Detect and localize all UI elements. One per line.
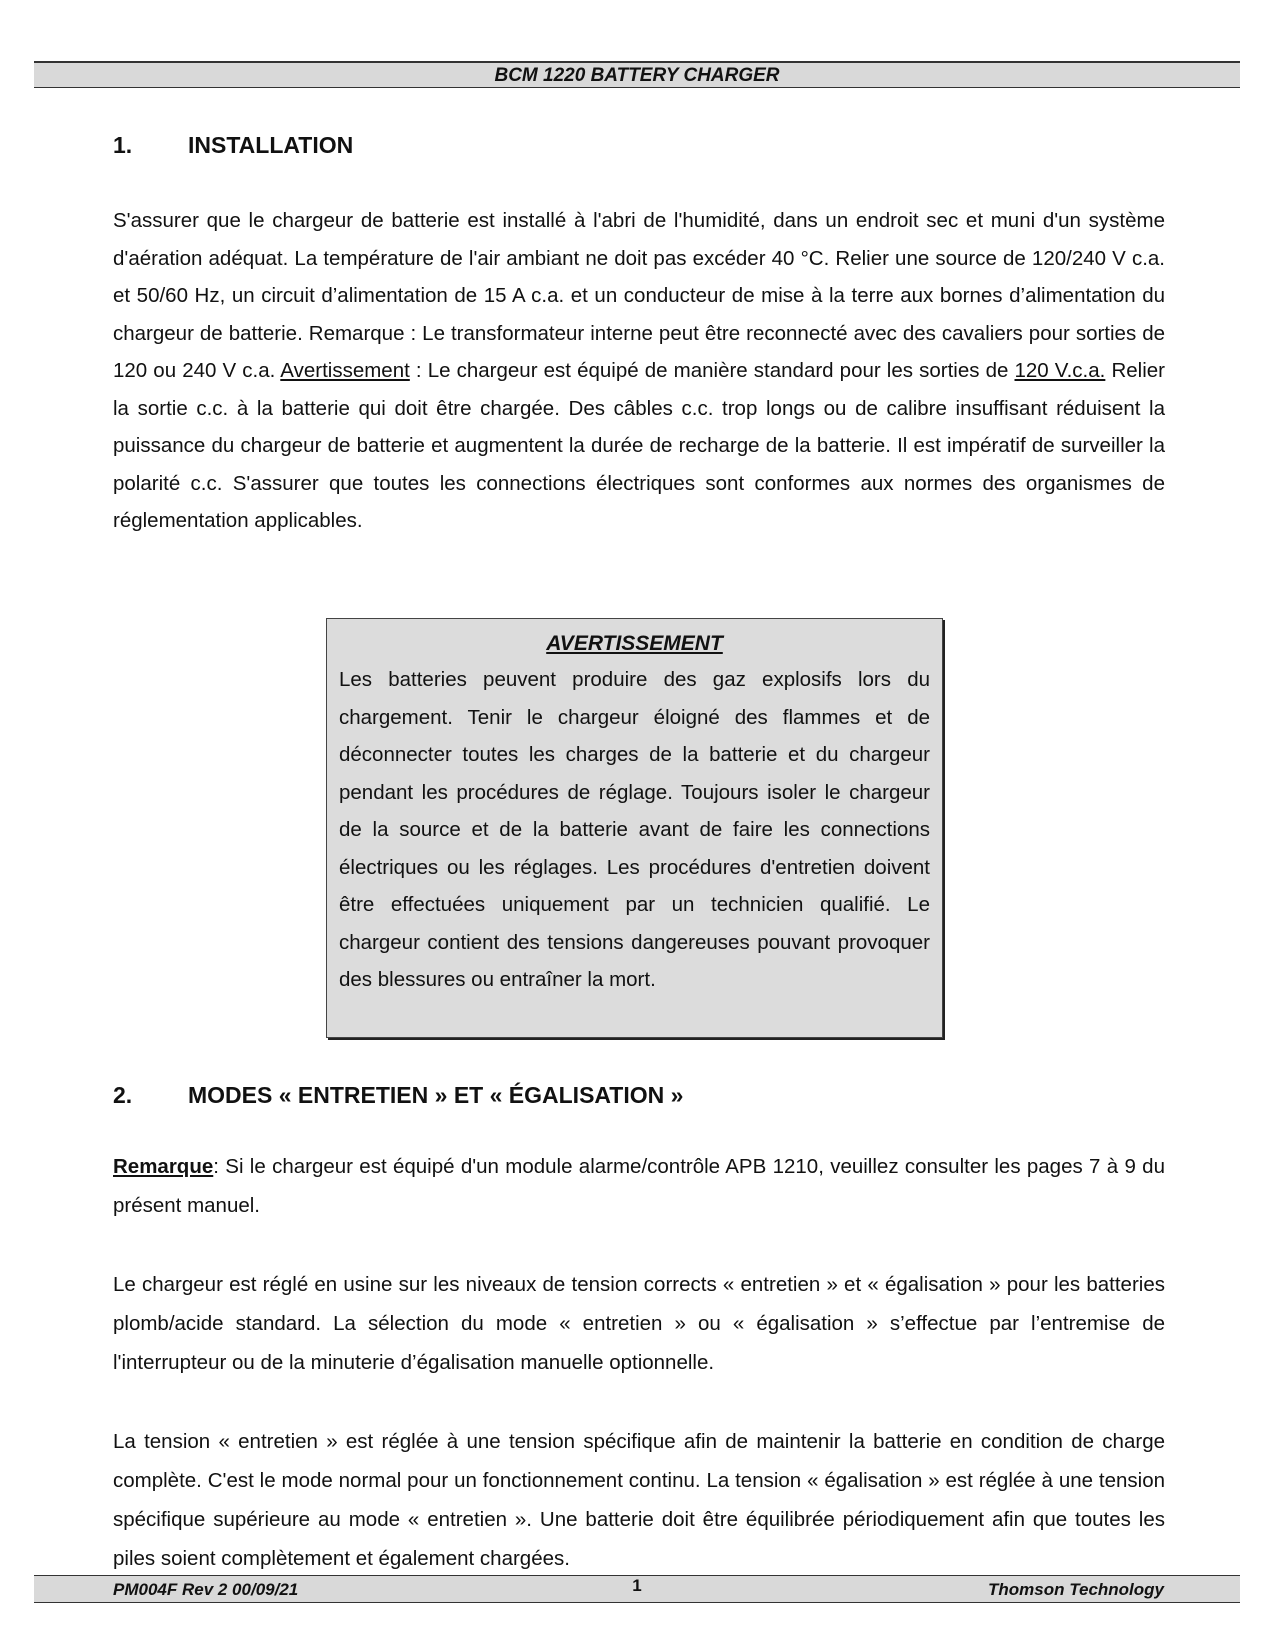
section-2-heading: [113, 1082, 683, 1109]
installation-text-part-2: : Le chargeur est équipé de manière standard pour les sorties de: [409, 359, 1015, 382]
page-footer: [34, 1575, 1240, 1603]
warning-title: AVERTISSEMENT: [546, 632, 723, 655]
page-header: [34, 61, 1240, 88]
section-1-number: 1.: [113, 132, 133, 158]
note-text: : Si le chargeur est équipé d'un module alarme/contrôle APB 1210, veuillez consulter les pages 7 à 9 du présent manuel.: [113, 1155, 1165, 1217]
warning-text: Les batteries peuvent produire des gaz explosifs lors du chargement. Tenir le chargeur éloigné des flammes et de déconnecter toutes les charges de la batterie et du chargeur pendant les procédures de réglage. Toujours isoler le chargeur de la source et de la batterie avant de faire les connections électriques ou les réglages. Les procédures d'entretien doivent être effectuées uniquement par un technicien qualifié. Le chargeur contient des tensions dangereuses pouvant provoquer des blessures ou entraîner la mort.: [339, 668, 930, 991]
installation-text-part-1: S'assurer que le chargeur de batterie est installé à l'abri de l'humidité, dans un endroit sec et muni d'un système d'aération adéquat. La température de l'air ambiant ne doit pas excéder 40 °C. Relier une source de 120/240 V c.a. et 50/60 Hz, un circuit d’alimentation de 15 A c.a. et un conducteur de mise à la terre aux bornes d’alimentation du chargeur de batterie. Remarque : Le transformateur interne peut être reconnecté avec des cavaliers pour sorties de 120 ou 240 V c.a.: [113, 209, 1165, 382]
installation-paragraph: [113, 202, 1165, 540]
installation-text-part-3: Relier la sortie c.c. à la batterie qui doit être chargée. Des câbles c.c. trop longs ou de calibre insuffisant réduisent la puissance du chargeur de batterie et augmentent la durée de recharge de la batterie. Il est impératif de surveiller la polarité c.c. S'assurer que toutes les connections électriques sont conformes aux normes des organismes de réglementation applicables.: [113, 359, 1165, 532]
section-2-title: MODES « ENTRETIEN » ET « ÉGALISATION »: [188, 1082, 684, 1108]
header-title: BCM 1220 BATTERY CHARGER: [494, 65, 780, 86]
modes-paragraph-2: La tension « entretien » est réglée à une tension spécifique afin de maintenir la batterie en condition de charge complète. C'est le mode normal pour un fonctionnement continu. La tension « égalisation » est réglée à une tension spécifique supérieure au mode « entretien ». Une batterie doit être équilibrée périodiquement afin que toutes les piles soient complètement et également chargées.: [113, 1430, 1165, 1570]
section-2-number: 2.: [113, 1082, 133, 1108]
note-paragraph: [113, 1147, 1165, 1225]
avertissement-inline-label: Avertissement: [280, 359, 410, 382]
footer-company: Thomson Technology: [988, 1580, 1164, 1599]
warning-box: [326, 618, 943, 1038]
note-label: Remarque: [113, 1155, 214, 1178]
section-1-heading: [113, 132, 353, 159]
voltage-underlined: 120 V.c.a.: [1014, 359, 1106, 382]
modes-paragraph-1: Le chargeur est réglé en usine sur les niveaux de tension corrects « entretien » et « égalisation » pour les batteries plomb/acide standard. La sélection du mode « entretien » ou « égalisation » s’effectue par l’entremise de l'interrupteur ou de la minuterie d’égalisation manuelle optionnelle.: [113, 1273, 1165, 1374]
footer-document-id: PM004F Rev 2 00/09/21: [113, 1580, 299, 1599]
footer-page-number: 1: [632, 1576, 642, 1595]
section-1-title: INSTALLATION: [188, 132, 354, 158]
